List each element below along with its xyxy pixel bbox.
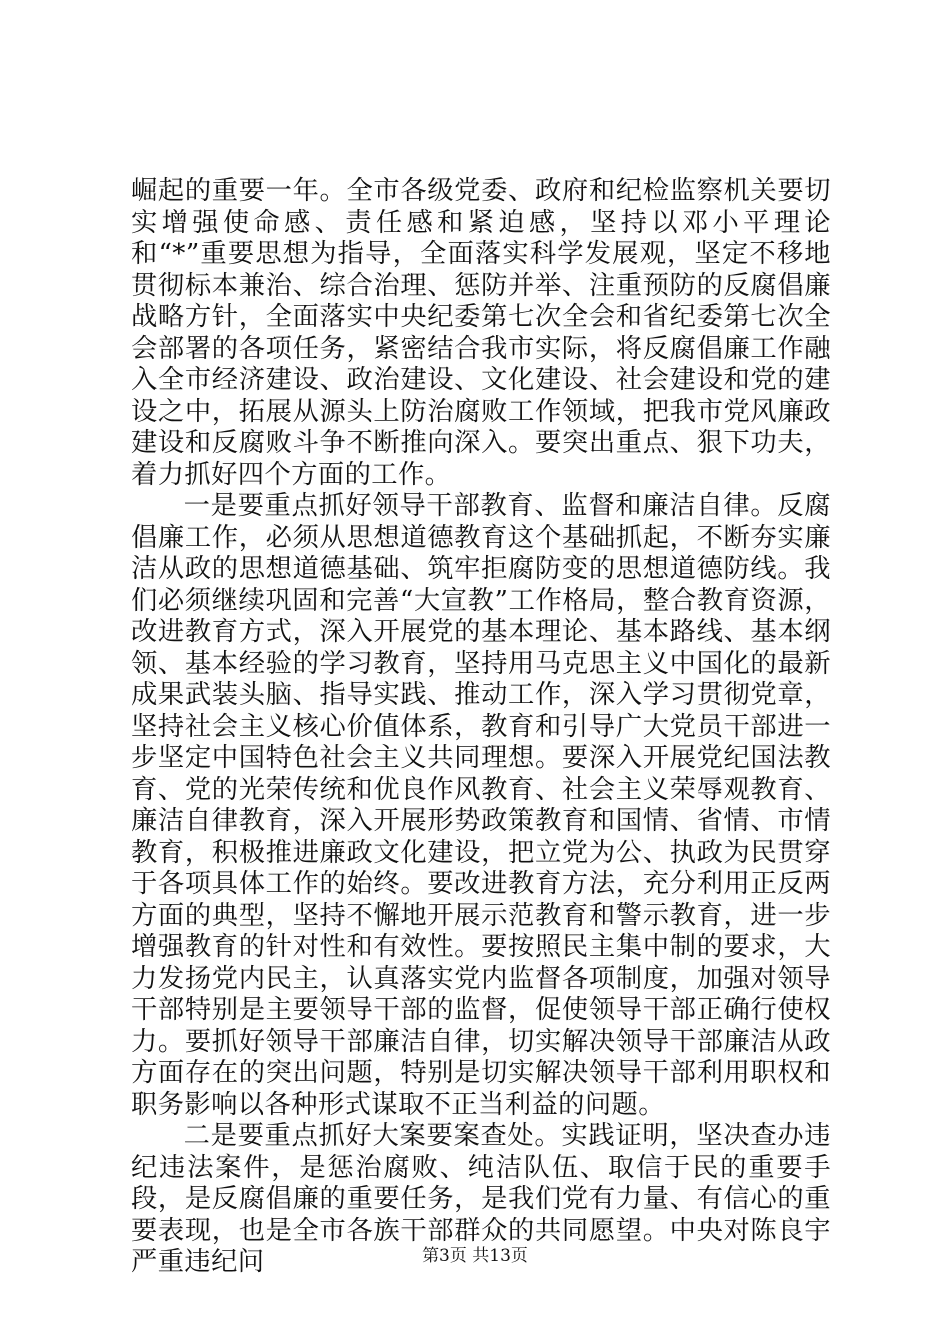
- paragraph-continuation: 崛起的重要一年。全市各级党委、政府和纪检监察机关要切实增强使命感、责任感和紧迫感，坚持以邓小平理论和“*”重要思想为指导，全面落实科学发展观，坚定不移地贯彻标本兼治、综合治理、惩防并举、注重预防的反腐倡廉战略方针，全面落实中央纪委第七次全会和省纪委第七次全会部署的各项任务，紧密结合我市实际，将反腐倡廉工作融入全市经济建设、政治建设、文化建设、社会建设和党的建设之中，拓展从源头上防治腐败工作领域，把我市党风廉政建设和反腐败斗争不断推向深入。要突出重点、狠下功夫，着力抓好四个方面的工作。: [131, 176, 831, 490]
- paragraph-major-cases: 二是要重点抓好大案要案查处。实践证明，坚决查办违纪违法案件，是惩治腐败、纯洁队伍、取信于民的重要手段，是反腐倡廉的重要任务，是我们党有力量、有信心的重要表现，也是全市各族干部群众的共同愿望。中央对陈良宇严重违纪问: [131, 1121, 831, 1277]
- paragraph-leader-education: 一是要重点抓好领导干部教育、监督和廉洁自律。反腐倡廉工作，必须从思想道德教育这个基础抓起，不断夯实廉洁从政的思想道德基础、筑牢拒腐防变的思想道德防线。我们必须继续巩固和完善“大宣教”工作格局，整合教育资源，改进教育方式，深入开展党的基本理论、基本路线、基本纲领、基本经验的学习教育，坚持用马克思主义中国化的最新成果武装头脑、指导实践、推动工作，深入学习贯彻党章，坚持社会主义核心价值体系，教育和引导广大党员干部进一步坚定中国特色社会主义共同理想。要深入开展党纪国法教育、党的光荣传统和优良作风教育、社会主义荣辱观教育、廉洁自律教育，深入开展形势政策教育和国情、省情、市情教育，积极推进廉政文化建设，把立党为公、执政为民贯穿于各项具体工作的始终。要改进教育方法，充分利用正反两方面的典型，坚持不懈地开展示范教育和警示教育，进一步增强教育的针对性和有效性。要按照民主集中制的要求，大力发扬党内民主，认真落实党内监督各项制度，加强对领导干部特别是主要领导干部的监督，促使领导干部正确行使权力。要抓好领导干部廉洁自律，切实解决领导干部廉洁从政方面存在的突出问题，特别是切实解决领导干部利用职权和职务影响以各种形式谋取不正当利益的问题。: [131, 491, 831, 1120]
- document-body: [131, 176, 831, 1279]
- page-footer: 第3页 共13页: [422, 1246, 528, 1266]
